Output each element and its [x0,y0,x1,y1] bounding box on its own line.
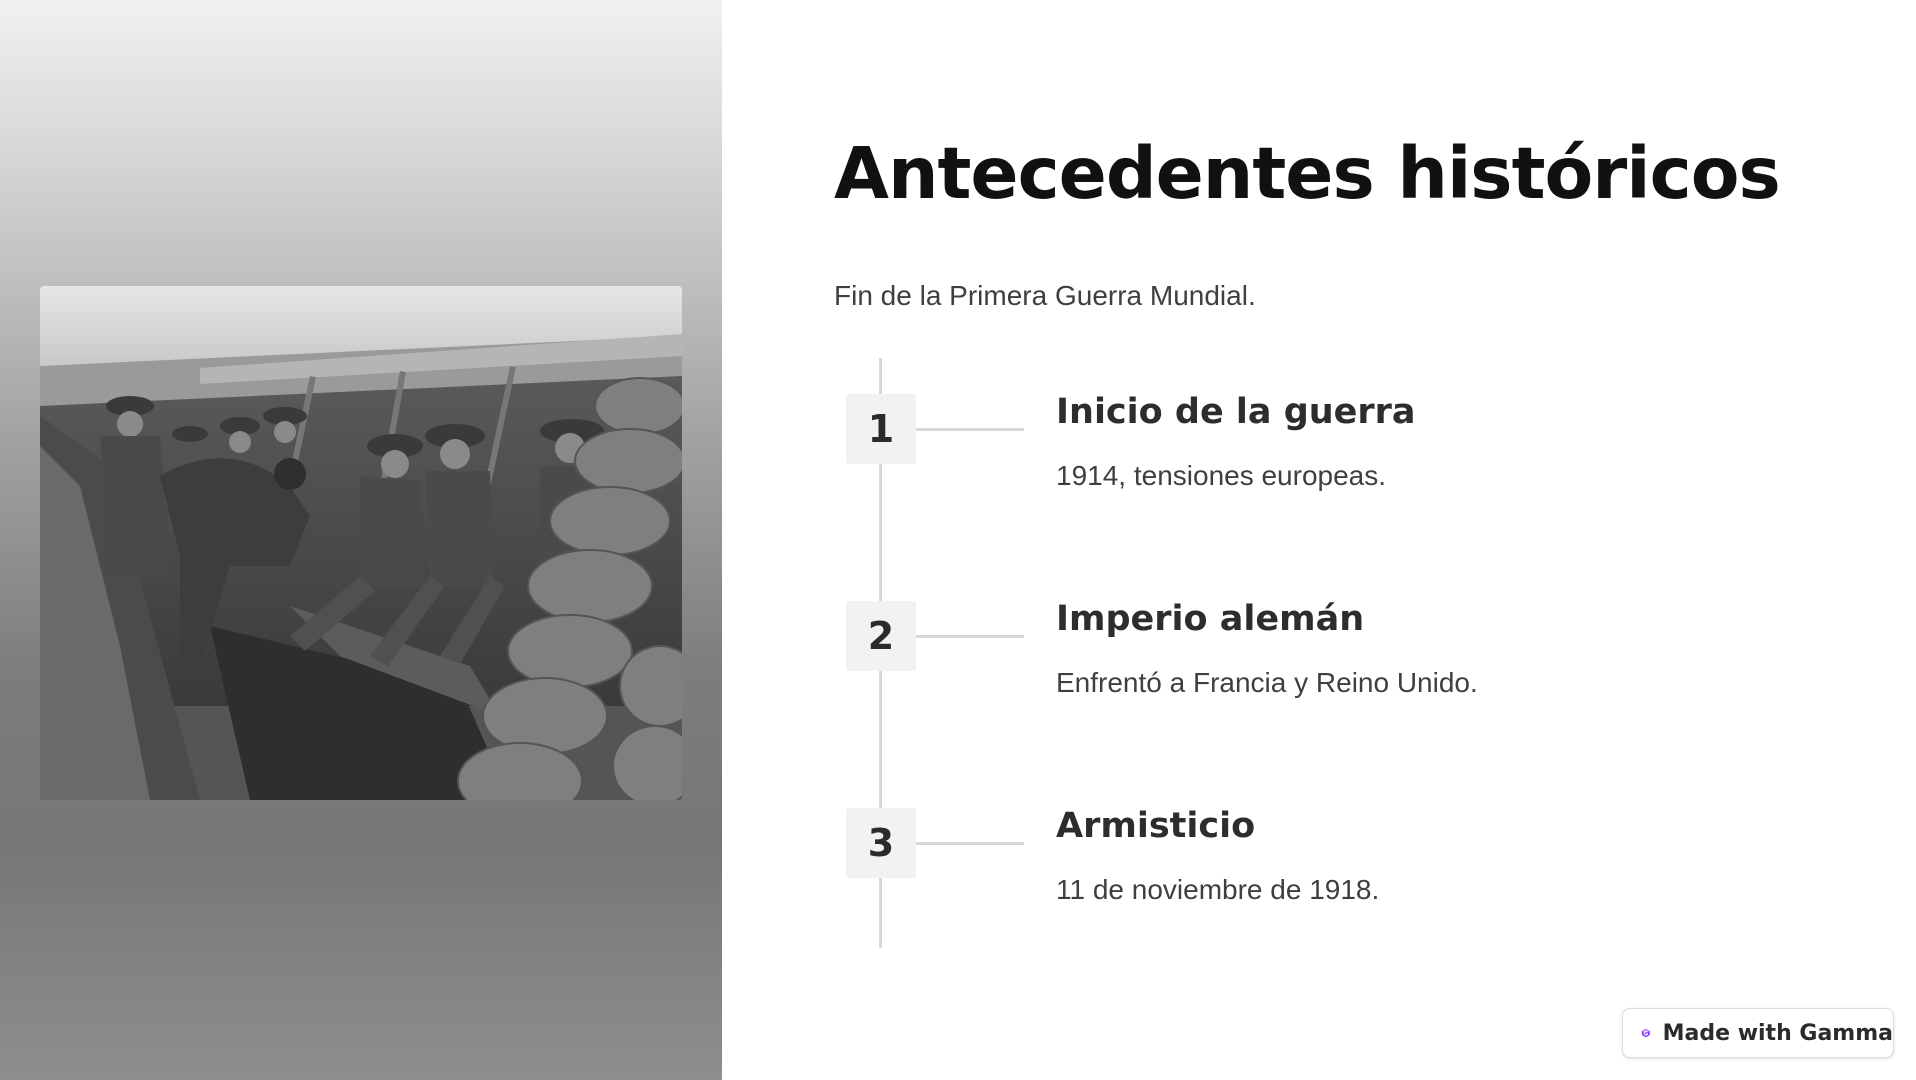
step-description: 11 de noviembre de 1918. [1056,874,1380,905]
step-number-badge: 2 [846,601,916,671]
step-number-badge: 1 [846,394,916,464]
page-title: Antecedentes históricos [834,132,1780,215]
trench-photo [40,286,682,800]
step-description: 1914, tensiones europeas. [1056,460,1387,491]
gamma-logo-icon [1641,1022,1651,1044]
step-title: Inicio de la guerra [1056,392,1416,432]
step-title: Imperio alemán [1056,599,1365,639]
image-panel [0,0,722,1080]
step-number-badge: 3 [846,808,916,878]
trench-photo-graphic [40,286,682,800]
step-connector [916,842,1024,845]
timeline-step [846,394,1866,524]
timeline-step [846,601,1866,731]
timeline-step [846,808,1866,938]
step-connector [916,635,1024,638]
step-connector [916,428,1024,431]
step-title: Armisticio [1056,806,1256,846]
step-description: Enfrentó a Francia y Reino Unido. [1056,667,1478,698]
made-with-gamma-label: Made with Gamma [1662,1020,1893,1046]
page-subtitle: Fin de la Primera Guerra Mundial. [834,280,1256,311]
made-with-gamma-button[interactable] [1622,1008,1894,1058]
